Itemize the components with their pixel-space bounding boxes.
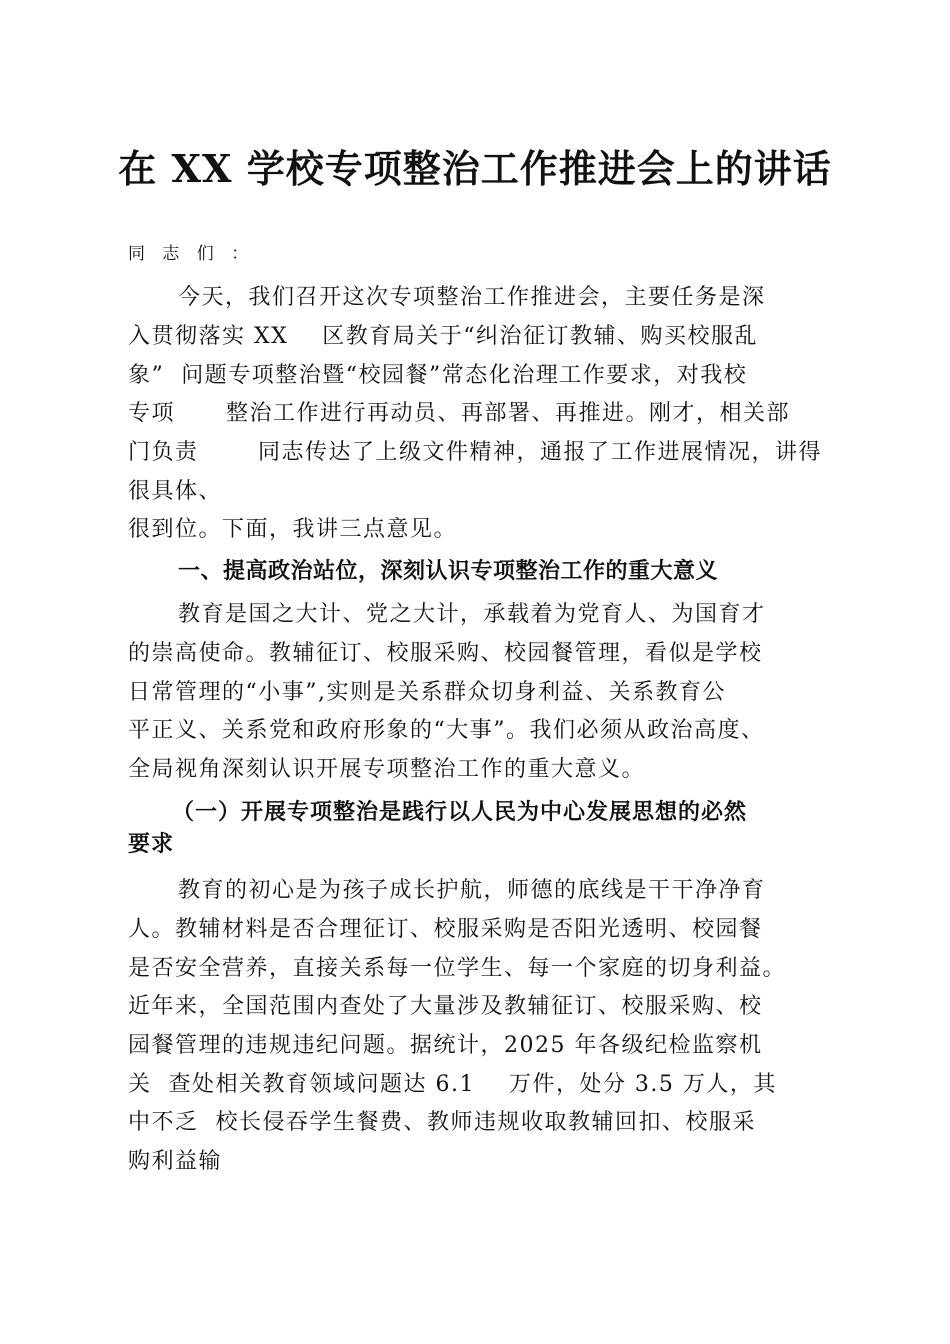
document-title: 在 XX 学校专项整治工作推进会上的讲话: [118, 146, 832, 191]
intro-line: 很到位。下面，我讲三点意见。: [128, 517, 458, 542]
intro-line: 今天，我们召开这次专项整治工作推进会，主要任务是深: [178, 285, 766, 310]
paragraph-line: 中不乏 校长侵吞学生餐费、教师违规收取教辅回扣、校服采: [128, 1110, 756, 1135]
paragraph-line: 全局视角深刻认识开展专项整治工作的重大意义。: [128, 757, 646, 782]
paragraph-line: 人。教辅材料是否合理征订、校服采购是否阳光透明、校园餐: [128, 917, 763, 942]
paragraph-line: 购利益输: [128, 1149, 223, 1174]
intro-line: 专项 整治工作进行再动员、再部署、再推进。刚才，相关部: [128, 401, 790, 426]
intro-line: 入贯彻落实 XX 区教育局关于“纠治征订教辅、购买校服乱: [128, 324, 759, 349]
paragraph-line: 是否安全营养，直接关系每一位学生、每一个家庭的切身利益。: [128, 956, 787, 981]
paragraph-line: 关 查处相关教育领域问题达 6.1 万件，处分 3.5 万人，其: [128, 1072, 777, 1097]
subsection-heading: 要求: [128, 831, 175, 857]
paragraph-line: 日常管理的“小事”,实则是关系群众切身利益、关系教育公: [128, 680, 726, 705]
paragraph-line: 平正义、关系党和政府形象的“大事”。我们必须从政治高度、: [128, 718, 765, 743]
paragraph-line: 近年来，全国范围内查处了大量涉及教辅征订、校服采购、校: [128, 994, 763, 1019]
intro-line: 门负责 同志传达了上级文件精神，通报了工作进展情况，讲得: [128, 440, 822, 465]
paragraph-line: 园餐管理的违规违纪问题。据统计，2025 年各级纪检监察机: [128, 1033, 763, 1058]
paragraph-line: 的崇高使命。教辅征订、校服采购、校园餐管理，看似是学校: [128, 641, 763, 666]
intro-line: 很具体、: [128, 479, 223, 504]
intro-line: 象” 问题专项整治暨“校园餐”常态化治理工作要求，对我校: [128, 363, 748, 388]
salutation: 同 志 们 ：: [128, 244, 255, 264]
paragraph-line: 教育是国之大计、党之大计，承载着为党育人、为国育才: [178, 602, 766, 627]
section-heading: 一、提高政治站位，深刻认识专项整治工作的重大意义: [178, 558, 719, 584]
paragraph-line: 教育的初心是为孩子成长护航，师德的底线是干干净净育: [178, 878, 766, 903]
subsection-heading: （一）开展专项整治是践行以人民为中心发展思想的必然: [172, 799, 748, 825]
